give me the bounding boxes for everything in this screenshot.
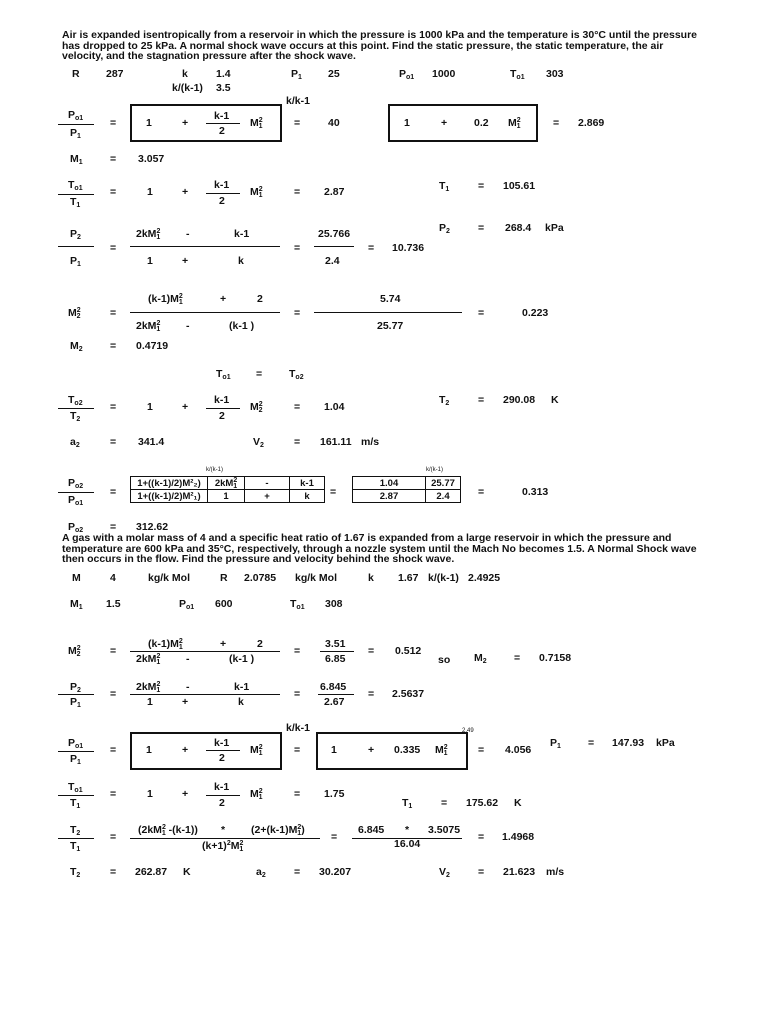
eq2-rhs: 2.87	[324, 186, 345, 198]
po2-formula-table: 1+((k-1)/2)M²₂) $2kM^2_1$ - k-1 1+((k-1)/2)M²₁) 1 + k	[130, 476, 325, 503]
to1-label: To1	[510, 68, 525, 81]
p2-v2-value: 21.623	[503, 866, 536, 878]
eq1-result: 2.869	[578, 117, 605, 129]
m1-value: 3.057	[138, 153, 165, 165]
t2-value: 290.08	[503, 394, 536, 406]
r-label: R	[72, 68, 80, 80]
po1-label: Po1	[399, 68, 415, 81]
m1-label: M1	[70, 153, 83, 166]
problem2-statement: A gas with a molar mass of 4 and a specific heat ratio of 1.67 is expanded from a large reservoir in which the pressure and temperature are 600 kPa and 35°C, respectively, through a nozzle system until the Mach No becomes 1.5. A Normal Shock wave then occurs in the flow. Find the pressure and velocity behind the shock wave.	[62, 532, 697, 565]
eq3-result: 10.736	[392, 242, 425, 254]
kk-label: k/(k-1)	[172, 82, 203, 94]
kk-value: 3.5	[216, 82, 231, 94]
t1-value: 105.61	[503, 180, 536, 192]
po1-value: 1000	[432, 68, 456, 80]
eq5-rhs: 1.04	[324, 401, 345, 413]
p2-t1-value: 175.62	[466, 797, 499, 809]
eq1-rhs: 40	[328, 117, 340, 129]
kk-label-2: k/k-1	[286, 95, 310, 107]
m2-value: 0.4719	[136, 340, 169, 352]
a2-value: 341.4	[138, 436, 165, 448]
k-label: k	[182, 68, 188, 80]
p2-value: 268.4	[505, 222, 532, 234]
to1-value: 303	[546, 68, 564, 80]
p1-label: P1	[291, 68, 302, 81]
r-value: 287	[106, 68, 124, 80]
p2-t2-value: 262.87	[135, 866, 168, 878]
eq1-lhs-den: P1	[70, 127, 81, 140]
po2-values-table: 1.04 25.77 2.87 2.4	[352, 476, 461, 503]
problem1-statement: Air is expanded isentropically from a reservoir in which the pressure is 1000 kPa and the temperature is 30°C until the pressure has dropped to 25 kPa. A normal shock wave occurs at this point. Find the static pressure, the static temperature, the air velocity, and the stagnation pressure after the shock wave.	[62, 29, 698, 62]
p2-p1-value: 147.93	[612, 737, 645, 749]
v2-value: 161.11	[320, 436, 352, 448]
eq4-result: 0.223	[522, 307, 549, 319]
p2-a2-value: 30.207	[319, 866, 352, 878]
k-value: 1.4	[216, 68, 231, 80]
eq1-lhs-num: Po1	[68, 109, 84, 122]
eq6-result: 0.313	[522, 486, 549, 498]
p2-m2-value: 0.7158	[539, 652, 572, 664]
p1-value: 25	[328, 68, 340, 80]
po2-value: 312.62	[136, 521, 169, 533]
